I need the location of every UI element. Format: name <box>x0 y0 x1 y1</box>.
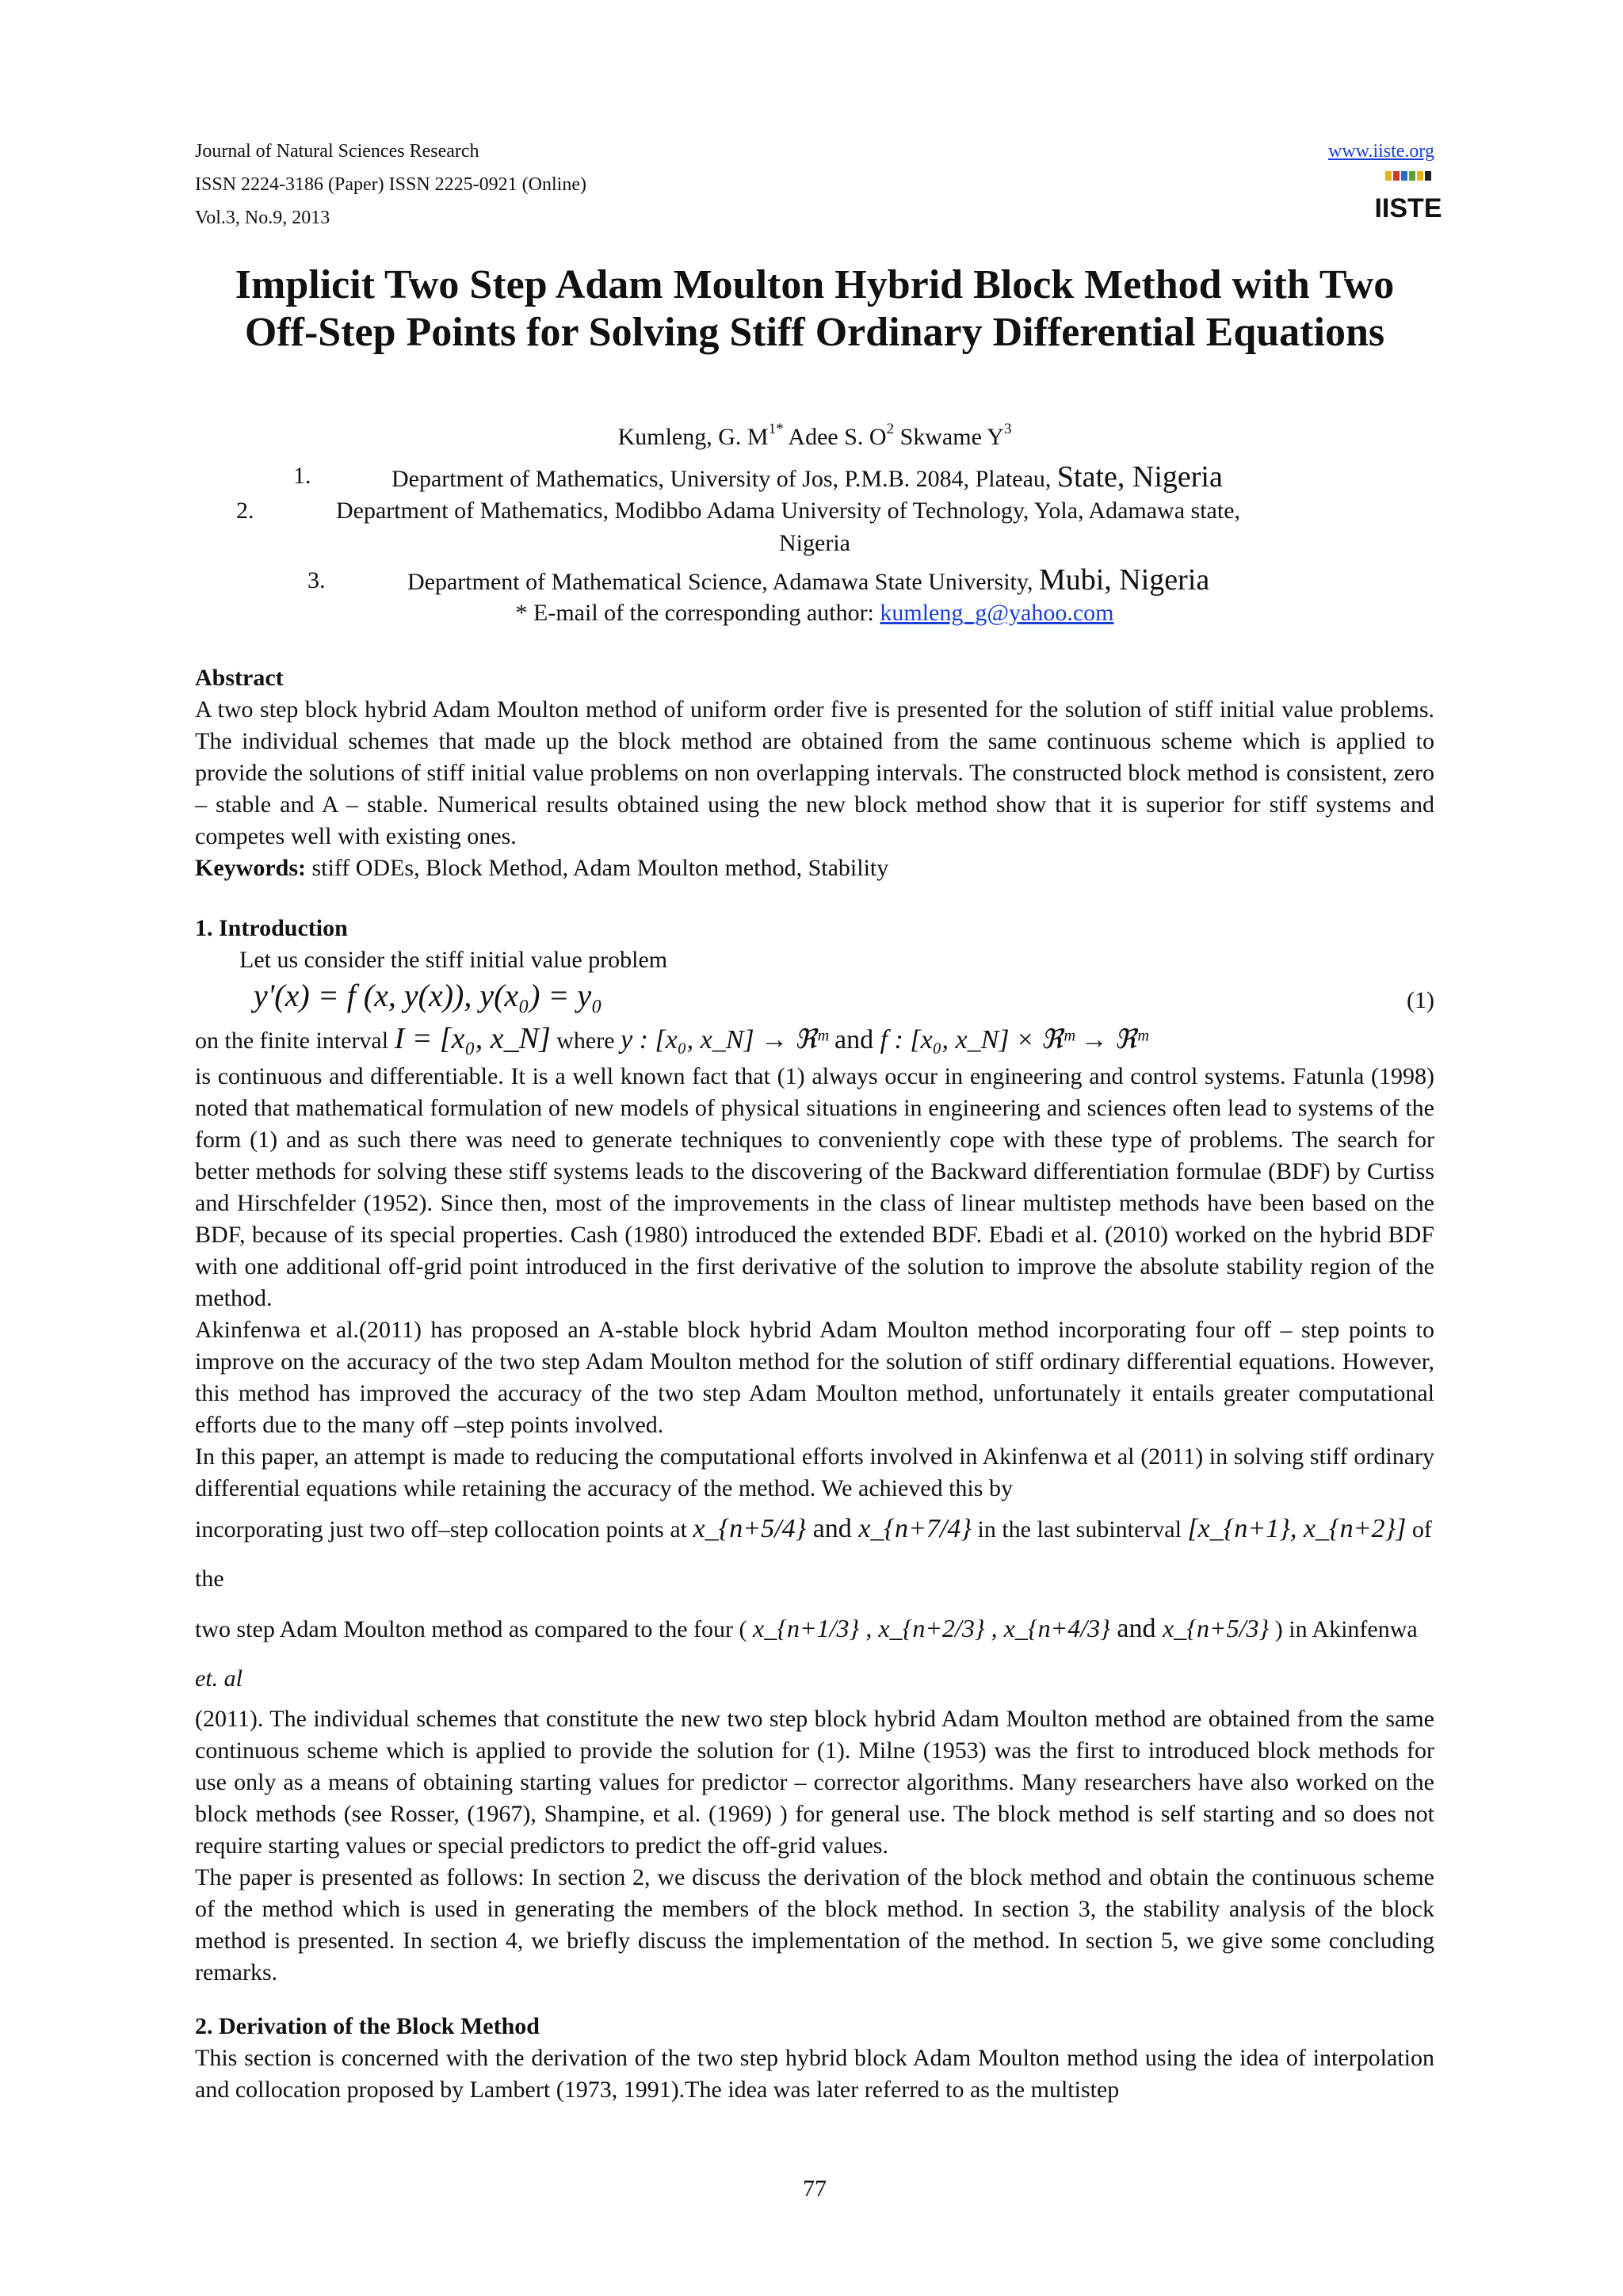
volume-line: Vol.3, No.9, 2013 <box>195 208 330 228</box>
affiliation-2-num: 2. <box>236 498 254 524</box>
intro-heading: 1. Introduction <box>195 915 348 941</box>
affiliation-2: Department of Mathematics, Modibbo Adama University of Technology, Yola, Adamawa state, <box>336 498 1241 524</box>
paper-title: Implicit Two Step Adam Moulton Hybrid Block Method with Two Off-Step Points for Solving Stiff Ordinary Differential Equations <box>235 262 1395 355</box>
intro-paragraph-1: is continuous and differentiable. It is a well known fact that (1) always occur in engineering and control systems. Fatunla (1998) noted that mathematical formulation of new models of physical situations in engineering and sciences often lead to systems of the form (1) and as such there was need to generate techniques to conveniently cope with these type of problems. The search for better methods for solving these stiff systems leads to the discovering of the Backward differentiation formulae (BDF) by Curtiss and Hirschfelder (1952). Since then, most of the improvements in the class of linear multistep methods have been based on the BDF, because of its special properties. Cash (1980) introduced the extended BDF. Ebadi et al. (2010) worked on the hybrid BDF with one additional off-grid point introduced in the first derivative of the solution to improve the absolute stability region of the method. <box>195 1063 1434 1311</box>
abstract-heading: Abstract <box>195 665 284 691</box>
email-line: * E-mail of the corresponding author: kumleng_g@yahoo.com <box>515 600 1114 626</box>
author-3: Skwame Y <box>894 424 1004 450</box>
page-number: 77 <box>803 2176 827 2202</box>
intro-paragraph-3a: In this paper, an attempt is made to reducing the computational efforts involved in Akinfenwa et al (2011) in solving stiff ordinary differential equations while retaining the accuracy of the method. We achieved this by <box>195 1444 1434 1501</box>
section-2-heading: 2. Derivation of the Block Method <box>195 2013 540 2039</box>
intro-paragraph-3d: (2011). The individual schemes that constitute the new two step block hybrid Adam Moulton method are obtained from the same continuous scheme which is applied to provide the solution for (1). Milne (1953) was the first to introduced block methods for use only as a means of obtaining starting values for predictor – corrector algorithms. Many researchers have also worked on the block methods (see Rosser, (1967), Shampine, et al. (1969) ) for general use. The block method is self starting and so does not require starting values or special predictors to predict the off-grid values. <box>195 1706 1434 1859</box>
section-2-block <box>195 2011 1434 2106</box>
author-2-sup: 2 <box>886 421 895 437</box>
equation-1: y'(x) = f (x, y(x)), y(x₀) = y₀ (1) <box>195 976 1434 1019</box>
intro-lead: Let us consider the stiff initial value problem <box>239 947 668 973</box>
journal-name: Journal of Natural Sciences Research <box>195 141 479 162</box>
intro-block <box>195 913 1434 1989</box>
author-1-sup: 1* <box>768 421 784 437</box>
author-1: Kumleng, G. M <box>617 424 769 450</box>
issn-line: ISSN 2224-3186 (Paper) ISSN 2225-0921 (Online) <box>195 174 586 195</box>
intro-paragraph-4: The paper is presented as follows: In section 2, we discuss the derivation of the block method and obtain the continuous scheme of the method which is used in generating the members of the block method. In section 3, the stability analysis of the block method is presented. In section 4, we briefly discuss the implementation of the method. In section 5, we give some concluding remarks. <box>195 1864 1434 1985</box>
keywords-line: Keywords: stiff ODEs, Block Method, Adam Moulton method, Stability <box>195 855 889 881</box>
authors-line <box>195 423 1434 452</box>
affiliation-3-num: 3. <box>307 567 326 593</box>
affiliation-1-num: 1. <box>293 463 311 489</box>
equation-1-number: (1) <box>1407 987 1434 1013</box>
section-2-text: This section is concerned with the derivation of the two step hybrid block Adam Moulton method using the idea of interpolation and collocation proposed by Lambert (1973, 1991).The idea was later referred to as the multistep <box>195 2045 1434 2103</box>
website-link[interactable]: www.iiste.org <box>1328 141 1434 162</box>
interval-line: on the finite interval I = [x₀, x_N] where y : [x₀, x_N] → ℜᵐ and f : [x₀, x_N] × ℜᵐ → ℜᵐ <box>195 1022 1148 1055</box>
author-3-sup: 3 <box>1003 421 1012 437</box>
affiliation-1: Department of Mathematics, University of Jos, P.M.B. 2084, Plateau, State, Nigeria <box>391 460 1223 494</box>
affiliation-3: Department of Mathematical Science, Adamawa State University, Mubi, Nigeria <box>407 563 1210 597</box>
intro-paragraph-3c: two step Adam Moulton method as compared to the four ( x_{n+1/3} , x_{n+2/3} , x_{n+4/3} and x_{n+5/3} ) in Akinfenwa et. al <box>195 1614 1418 1691</box>
affiliation-2-tail: Nigeria <box>779 530 850 556</box>
email-link[interactable]: kumleng_g@yahoo.com <box>880 600 1114 626</box>
intro-paragraph-2: Akinfenwa et al.(2011) has proposed an A-stable block hybrid Adam Moulton method incorporating four off – step points to improve on the accuracy of the two step Adam Moulton method for the solution of stiff ordinary differential equations. However, this method has improved the accuracy of the two step Adam Moulton method, unfortunately it entails greater computational efforts due to the many off –step points involved. <box>195 1317 1434 1438</box>
iiste-logo <box>1374 170 1442 225</box>
logo-text: IISTE <box>1374 193 1442 223</box>
abstract-text: A two step block hybrid Adam Moulton method of uniform order five is presented for the solution of stiff initial value problems. The individual schemes that made up the block method are obtained from the same continuous scheme which is applied to provide the solutions of stiff initial value problems on non overlapping intervals. The constructed block method is consistent, zero – stable and A – stable. Numerical results obtained using the new block method show that it is superior for stiff systems and competes well with existing ones. <box>195 696 1434 849</box>
author-2: Adee S. O <box>783 424 887 450</box>
abstract-block <box>195 662 1434 884</box>
intro-paragraph-3b: incorporating just two off–step collocation points at x_{n+5/4} and x_{n+7/4} in the last subinterval [x_{n+1}, x_{n+2}] of the <box>195 1514 1432 1592</box>
